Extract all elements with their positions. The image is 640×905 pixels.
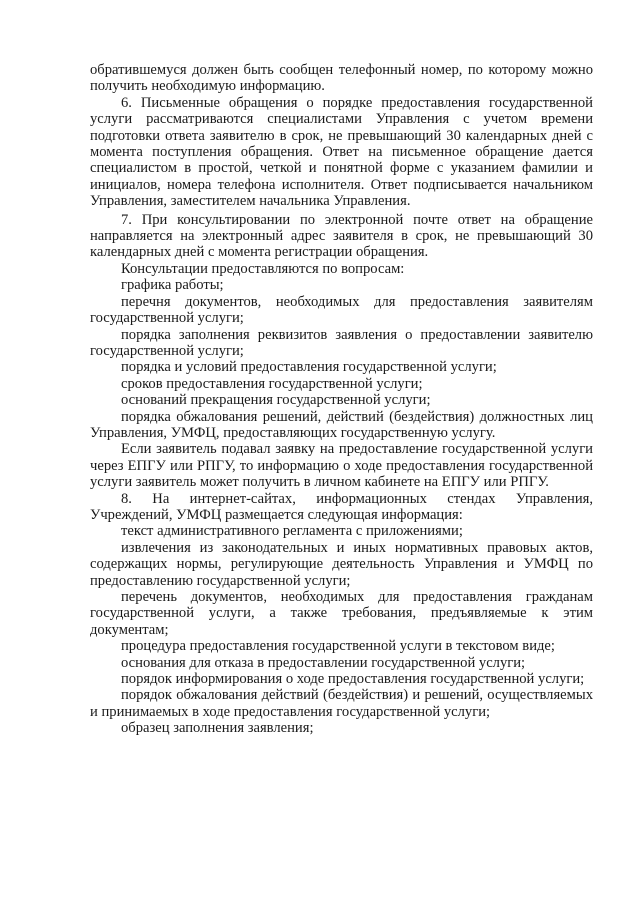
list-item: процедура предоставления государственной услуги в текстовом виде;	[121, 638, 555, 655]
list-item: перечня документов, необходимых для предоставления заявителям государственной услуги;	[90, 293, 593, 327]
list-item: перечень документов, необходимых для предоставления гражданам государственной услуги, а также требования, предъявляемые к этим документам;	[90, 589, 593, 638]
list-item: порядка заполнения реквизитов заявления о предоставлении заявителю государственной услуги;	[90, 326, 593, 359]
paragraph-item-7: 7. При консультировании по электронной почте ответ на обращение направляется на электронный адрес заявителя в срок, не превышающий 30 календарных дней с момента регистрации обращения.	[90, 211, 593, 261]
paragraph-consultation-topics: Консультации предоставляются по вопросам:	[121, 260, 405, 277]
list-item: порядка обжалования решений, действий (бездействия) должностных лиц Управления, УМФЦ, предоставляющих государственную услугу.	[90, 408, 593, 441]
paragraph-item-8: 8. На интернет-сайтах, информационных стендах Управления, Учреждений, УМФЦ размещается следующая информация:	[90, 490, 593, 523]
list-item: сроков предоставления государственной услуги;	[121, 375, 423, 392]
document-body	[90, 62, 593, 737]
list-item: извлечения из законодательных и иных нормативных правовых актов, содержащих нормы, регулирующие деятельность Управления и УМФЦ по предоставлению государственной услуги;	[90, 539, 593, 589]
paragraph-epgu-rpgu: Если заявитель подавал заявку на предоставление государственной услуги через ЕПГУ или РПГУ, то информацию о ходе предоставления государственной услуги заявитель может получить в личном кабинете на ЕПГУ или РПГУ.	[90, 441, 593, 491]
list-item: текст административного регламента с приложениями;	[121, 523, 463, 540]
list-item: основания для отказа в предоставлении государственной услуги;	[121, 654, 526, 671]
list-item: порядок информирования о ходе предоставления государственной услуги;	[121, 671, 585, 688]
paragraph-item-6: 6. Письменные обращения о порядке предоставления государственной услуги рассматриваются специалистами Управления с учетом времени подготовки ответа заявителю в срок, не превышающий 30 календарных дней с момента поступления обращения. Ответ на письменное обращение дается специалистом в простой, четкой и понятной форме с указанием фамилии и инициалов, номера телефона исполнителя. Ответ подписывается начальником Управления, заместителем начальника Управления.	[90, 94, 593, 210]
list-item: оснований прекращения государственной услуги;	[121, 392, 431, 409]
list-item: образец заполнения заявления;	[121, 720, 314, 737]
list-item: порядок обжалования действий (бездействия) и решений, осуществляемых и принимаемых в ходе предоставления государственной услуги;	[90, 687, 593, 720]
list-item: графика работы;	[121, 277, 224, 294]
paragraph-continuation: обратившемуся должен быть сообщен телефонный номер, по которому можно получить необходимую информацию.	[90, 62, 593, 95]
list-item: порядка и условий предоставления государственной услуги;	[121, 359, 497, 376]
